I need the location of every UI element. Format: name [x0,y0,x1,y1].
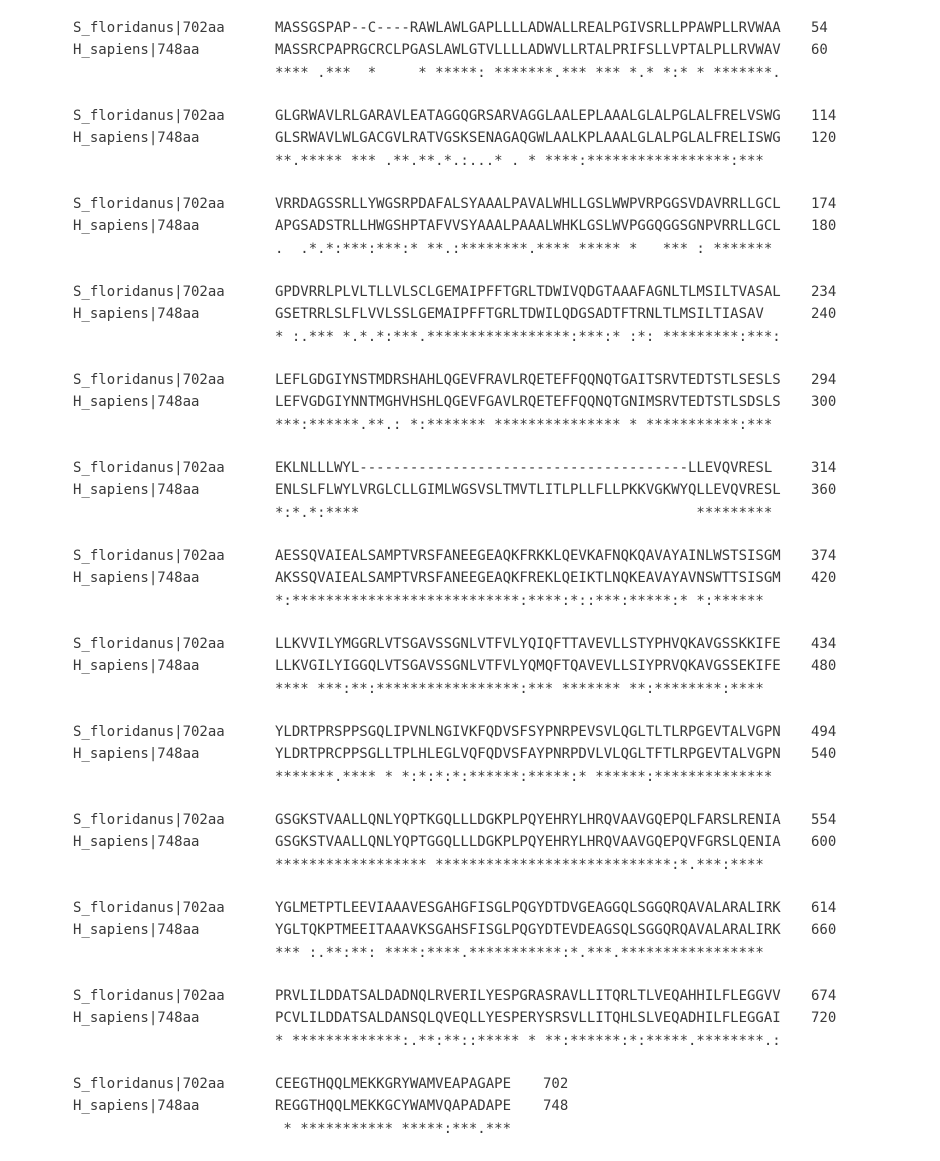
alignment-block [73,721,913,809]
residue-position: 314 [811,460,837,476]
consensus-row [73,501,913,525]
consensus-symbols: *******.**** * *:*:*:*:******:*****:* ******:************** [275,769,773,785]
residue-position: 180 [811,218,837,234]
sequence-residues: LEFLGDGIYNSTMDRSHAHLQGEVFRAVLRQETEFFQQNQTGAITSRVTEDTSTLSESLS [275,372,781,388]
sequence-name: H_sapiens|748aa [73,922,200,938]
consensus-symbols: * *********** *****:***.*** [275,1121,512,1137]
sequence-row [73,633,913,655]
sequence-residues: YLDRTPRSPPSGQLIPVNLNGIVKFQDVSFSYPNRPEVSVLQGLTLTLRPGEVTALVGPN [275,724,781,740]
sequence-residues: CEEGTHQQLMEKKGRYWAMVEAPAGAPE [275,1076,512,1092]
sequence-name: H_sapiens|748aa [73,218,200,234]
sequence-name: S_floridanus|702aa [73,372,225,388]
residue-position: 234 [811,284,837,300]
consensus-row [73,765,913,789]
residue-position: 60 [811,42,828,58]
consensus-row [73,941,913,965]
residue-position: 240 [811,306,837,322]
consensus-symbols: ***:******.**.: *:******* *************** * ***********:*** [275,417,773,433]
sequence-name: S_floridanus|702aa [73,196,225,212]
alignment-block [73,105,913,193]
sequence-name: S_floridanus|702aa [73,1076,225,1092]
alignment-block [73,17,913,105]
consensus-symbols: * *************:.**:**::***** * **:******:*:*****.********.: [275,1033,781,1049]
residue-position: 480 [811,658,837,674]
consensus-row [73,1029,913,1053]
sequence-row [73,479,913,501]
consensus-row [73,325,913,349]
sequence-row [73,1095,913,1117]
sequence-row [73,567,913,589]
sequence-row [73,831,913,853]
sequence-row [73,743,913,765]
sequence-name: H_sapiens|748aa [73,570,200,586]
sequence-residues: PCVLILDDATSALDANSQLQVEQLLYESPERYSRSVLLITQHLSLVEQADHILFLEGGAI [275,1010,781,1026]
residue-position: 614 [811,900,837,916]
sequence-name: S_floridanus|702aa [73,724,225,740]
sequence-residues: AESSQVAIEALSAMPTVRSFANEEGEAQKFRKKLQEVKAFNQKQAVAYAINLWSTSISGM [275,548,781,564]
consensus-symbols: * :.*** *.*.*:***.*****************:***:* :*: *********:***: [275,329,781,345]
alignment-block [73,457,913,545]
sequence-row [73,215,913,237]
residue-position: 114 [811,108,837,124]
sequence-residues: EKLNLLLWYL---------------------------------------LLEVQVRESL [275,460,773,476]
consensus-symbols: **.***** *** .**.**.*.:...* . * ****:*****************:*** [275,153,764,169]
sequence-name: H_sapiens|748aa [73,394,200,410]
sequence-residues: LEFVGDGIYNNTMGHVHSHLQGEVFGAVLRQETEFFQQNQTGNIMSRVTEDTSTLSDSLS [275,394,781,410]
sequence-residues: LLKVVILYMGGRLVTSGAVSSGNLVTFVLYQIQFTTAVEVLLSTYPHVQKAVGSSKKIFE [275,636,781,652]
sequence-name: H_sapiens|748aa [73,834,200,850]
consensus-row [73,1117,913,1141]
sequence-row [73,655,913,677]
sequence-name: H_sapiens|748aa [73,746,200,762]
sequence-name: S_floridanus|702aa [73,548,225,564]
residue-position: 174 [811,196,837,212]
sequence-name: S_floridanus|702aa [73,108,225,124]
sequence-name: H_sapiens|748aa [73,1010,200,1026]
sequence-residues: ENLSLFLWYLVRGLCLLGIMLWGSVSLTMVTLITLPLLFLLPKKVGKWYQLLEVQVRESL [275,482,781,498]
sequence-residues: YLDRTPRCPPSGLLTPLHLEGLVQFQDVSFAYPNRPDVLVLQGLTFTLRPGEVTALVGPN [275,746,781,762]
residue-position: 420 [811,570,837,586]
sequence-name: H_sapiens|748aa [73,42,200,58]
consensus-symbols: *:***************************:****:*::***:*****:* *:****** [275,593,764,609]
sequence-residues: GPDVRRLPLVLTLLVLSCLGEMAIPFFTGRLTDWIVQDGTAAAFAGNLTLMSILTVASAL [275,284,781,300]
sequence-row [73,281,913,303]
residue-position: 748 [543,1098,569,1114]
sequence-row [73,127,913,149]
sequence-row [73,721,913,743]
sequence-name: H_sapiens|748aa [73,658,200,674]
sequence-residues: AKSSQVAIEALSAMPTVRSFANEEGEAQKFREKLQEIKTLNQKEAVAYAVNSWTTSISGM [275,570,781,586]
alignment-block [73,809,913,897]
sequence-row [73,985,913,1007]
sequence-name: S_floridanus|702aa [73,900,225,916]
sequence-row [73,303,913,325]
sequence-name: S_floridanus|702aa [73,988,225,1004]
sequence-residues: GSGKSTVAALLQNLYQPTGGQLLLDGKPLPQYEHRYLHRQVAAVGQEPQVFGRSLQENIA [275,834,781,850]
consensus-row [73,589,913,613]
sequence-row [73,105,913,127]
sequence-row [73,193,913,215]
residue-position: 120 [811,130,837,146]
sequence-name: S_floridanus|702aa [73,812,225,828]
sequence-row [73,369,913,391]
consensus-symbols: ****************** ****************************:*.***:**** [275,857,764,873]
consensus-symbols: . .*.*:***:***:* **.:********.**** ***** * *** : ******* [275,241,773,257]
sequence-name: S_floridanus|702aa [73,20,225,36]
alignment-block [73,897,913,985]
residue-position: 702 [543,1076,569,1092]
consensus-row [73,61,913,85]
consensus-symbols: *** :.**:**: ****:****.***********:*.***.***************** [275,945,764,961]
consensus-symbols: *:*.*:**** ********* [275,505,773,521]
sequence-name: H_sapiens|748aa [73,1098,200,1114]
residue-position: 54 [811,20,828,36]
sequence-residues: YGLTQKPTMEEITAAAVKSGAHSFISGLPQGYDTEVDEAGSQLSGGQRQAVALARALIRK [275,922,781,938]
residue-position: 300 [811,394,837,410]
sequence-name: H_sapiens|748aa [73,130,200,146]
sequence-alignment [73,17,913,1161]
sequence-row [73,897,913,919]
consensus-row [73,853,913,877]
residue-position: 494 [811,724,837,740]
residue-position: 720 [811,1010,837,1026]
consensus-symbols: **** ***:**:*****************:*** ******* **:********:**** [275,681,764,697]
sequence-row [73,545,913,567]
sequence-row [73,17,913,39]
sequence-row [73,809,913,831]
sequence-row [73,457,913,479]
sequence-row [73,1007,913,1029]
sequence-name: H_sapiens|748aa [73,306,200,322]
residue-position: 294 [811,372,837,388]
sequence-residues: GLSRWAVLWLGACGVLRATVGSKSENAGAQGWLAALKPLAAALGLALPGLALFRELISWG [275,130,781,146]
residue-position: 554 [811,812,837,828]
sequence-residues: MASSGSPAP--C----RAWLAWLGAPLLLLADWALLREALPGIVSRLLPPAWPLLRVWAA [275,20,781,36]
sequence-row [73,1073,913,1095]
alignment-block [73,1073,913,1161]
residue-position: 360 [811,482,837,498]
alignment-block [73,193,913,281]
residue-position: 674 [811,988,837,1004]
sequence-residues: PRVLILDDATSALDADNQLRVERILYESPGRASRAVLLITQRLTLVEQAHHILFLEGGVV [275,988,781,1004]
residue-position: 600 [811,834,837,850]
sequence-residues: YGLMETPTLEEVIAAAVESGAHGFISGLPQGYDTDVGEAGGQLSGGQRQAVALARALIRK [275,900,781,916]
sequence-name: H_sapiens|748aa [73,482,200,498]
residue-position: 374 [811,548,837,564]
sequence-row [73,919,913,941]
consensus-row [73,149,913,173]
alignment-block [73,633,913,721]
sequence-residues: GLGRWAVLRLGARAVLEATAGGQGRSARVAGGLAALEPLAAALGLALPGLALFRELVSWG [275,108,781,124]
consensus-row [73,237,913,261]
sequence-residues: REGGTHQQLMEKKGCYWAMVQAPADAPE [275,1098,512,1114]
residue-position: 540 [811,746,837,762]
alignment-block [73,985,913,1073]
consensus-row [73,677,913,701]
sequence-residues: GSETRRLSLFLVVLSSLGEMAIPFFTGRLTDWILQDGSADTFTRNLTLMSILTIASAV [275,306,764,322]
residue-position: 660 [811,922,837,938]
residue-position: 434 [811,636,837,652]
sequence-row [73,39,913,61]
sequence-residues: GSGKSTVAALLQNLYQPTKGQLLLDGKPLPQYEHRYLHRQVAAVGQEPQLFARSLRENIA [275,812,781,828]
alignment-block [73,369,913,457]
sequence-name: S_floridanus|702aa [73,460,225,476]
sequence-residues: LLKVGILYIGGQLVTSGAVSSGNLVTFVLYQMQFTQAVEVLLSIYPRVQKAVGSSEKIFE [275,658,781,674]
consensus-row [73,413,913,437]
sequence-row [73,391,913,413]
sequence-residues: MASSRCPAPRGCRCLPGASLAWLGTVLLLLADWVLLRTALPRIFSLLVPTALPLLRVWAV [275,42,781,58]
consensus-symbols: **** .*** * * *****: *******.*** *** *.* *:* * *******. [275,65,781,81]
sequence-residues: VRRDAGSSRLLYWGSRPDAFALSYAAALPAVALWHLLGSLWWPVRPGGSVDAVRRLLGCL [275,196,781,212]
sequence-residues: APGSADSTRLLHWGSHPTAFVVSYAAALPAAALWHKLGSLWVPGGQGGSGNPVRRLLGCL [275,218,781,234]
alignment-block [73,545,913,633]
sequence-name: S_floridanus|702aa [73,284,225,300]
sequence-name: S_floridanus|702aa [73,636,225,652]
alignment-block [73,281,913,369]
